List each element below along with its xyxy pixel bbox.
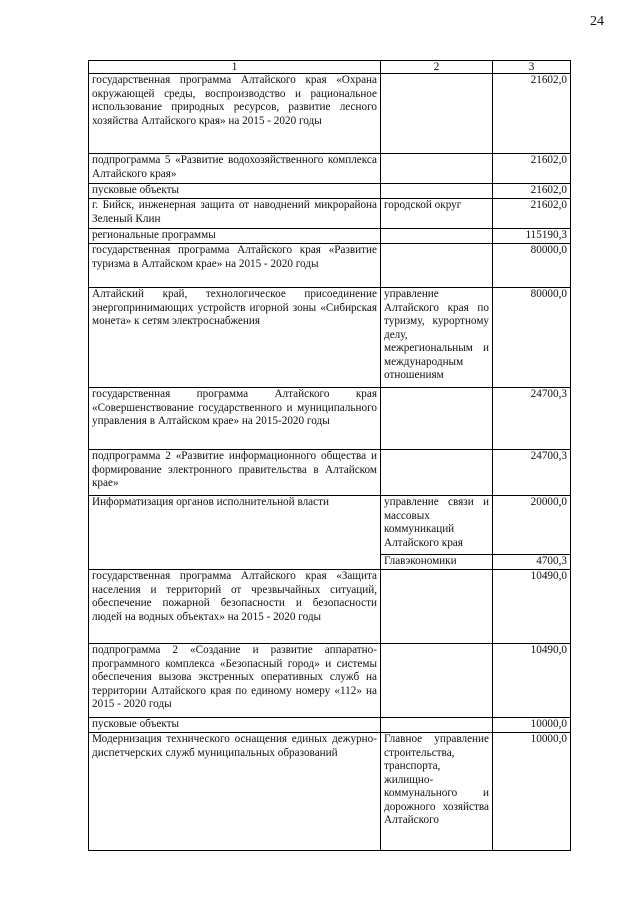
row-amount: 21602,0 [493, 154, 571, 184]
row-description: г. Бийск, инженерная защита от наводнений микрорайона Зеленый Клин [89, 199, 381, 229]
table-row [89, 450, 571, 496]
row-description: Модернизация технического оснащения единых дежурно-диспетчерских служб муниципальных образований [89, 733, 381, 851]
row-description: подпрограмма 2 «Развитие информационного общества и формирование электронного правительства в Алтайском крае» [89, 450, 381, 496]
row-description: пусковые объекты [89, 718, 381, 733]
row-amount: 10490,0 [493, 644, 571, 718]
row-amount: 20000,0 [493, 496, 571, 555]
row-amount: 21602,0 [493, 74, 571, 154]
table-row [89, 496, 571, 555]
row-amount: 21602,0 [493, 199, 571, 229]
table-row [89, 570, 571, 644]
row-description: Алтайский край, технологическое присоединение энергопринимающих устройств игорной зоны «Сибирская монета» к сетям электроснабжения [89, 288, 381, 388]
table-row [89, 184, 571, 199]
row-recipient [381, 450, 493, 496]
row-description: подпрограмма 2 «Создание и развитие аппаратно-программного комплекса «Безопасный город» и системы обеспечения вызова экстренных оперативных служб на территории Алтайского края по единому номеру «112» на 2015 - 2020 годы [89, 644, 381, 718]
column-header-2: 2 [381, 61, 493, 74]
row-amount: 115190,3 [493, 229, 571, 244]
table-row [89, 199, 571, 229]
row-description: государственная программа Алтайского края «Охрана окружающей среды, воспроизводство и рациональное использование природных ресурсов, развитие лесного хозяйства Алтайского края» на 2015 - 2020 годы [89, 74, 381, 154]
row-amount: 4700,3 [493, 555, 571, 570]
table-row [89, 74, 571, 154]
row-recipient [381, 74, 493, 154]
row-description: региональные программы [89, 229, 381, 244]
row-recipient: городской округ [381, 199, 493, 229]
table-row [89, 388, 571, 450]
row-recipient [381, 718, 493, 733]
row-recipient: Главное управление строительства, транспорта, жилищно-коммунального и дорожного хозяйства Алтайского [381, 733, 493, 851]
row-amount: 24700,3 [493, 450, 571, 496]
column-header-3: 3 [493, 61, 571, 74]
table-row [89, 229, 571, 244]
row-description: государственная программа Алтайского края «Развитие туризма в Алтайском крае» на 2015 - 2020 годы [89, 244, 381, 288]
table-header-row [89, 61, 571, 74]
row-recipient [381, 388, 493, 450]
row-description: Информатизация органов исполнительной власти [89, 496, 381, 570]
row-amount: 10000,0 [493, 733, 571, 851]
row-amount: 21602,0 [493, 184, 571, 199]
page-number: 24 [590, 14, 604, 29]
row-recipient [381, 644, 493, 718]
row-amount: 24700,3 [493, 388, 571, 450]
table-row [89, 244, 571, 288]
row-amount: 80000,0 [493, 288, 571, 388]
row-description: государственная программа Алтайского края «Защита населения и территорий от чрезвычайных ситуаций, обеспечение пожарной безопасности и безопасности людей на водных объектах» на 2015 - 2020 годы [89, 570, 381, 644]
row-amount: 10490,0 [493, 570, 571, 644]
budget-table [88, 60, 571, 851]
row-recipient [381, 570, 493, 644]
row-description: подпрограмма 5 «Развитие водохозяйственного комплекса Алтайского края» [89, 154, 381, 184]
table-row [89, 288, 571, 388]
row-amount: 80000,0 [493, 244, 571, 288]
row-recipient [381, 229, 493, 244]
row-recipient [381, 244, 493, 288]
row-description: пусковые объекты [89, 184, 381, 199]
row-recipient [381, 154, 493, 184]
table-row [89, 154, 571, 184]
row-description: государственная программа Алтайского края «Совершенствование государственного и муниципального управления в Алтайском крае» на 2015-2020 годы [89, 388, 381, 450]
table-row [89, 733, 571, 851]
table-row [89, 644, 571, 718]
row-recipient: Главэкономики [381, 555, 493, 570]
row-recipient [381, 184, 493, 199]
row-recipient: управление Алтайского края по туризму, курортному делу, межрегиональным и международным отношениям [381, 288, 493, 388]
row-amount: 10000,0 [493, 718, 571, 733]
table-row [89, 718, 571, 733]
column-header-1: 1 [89, 61, 381, 74]
row-recipient: управление связи и массовых коммуникаций Алтайского края [381, 496, 493, 555]
